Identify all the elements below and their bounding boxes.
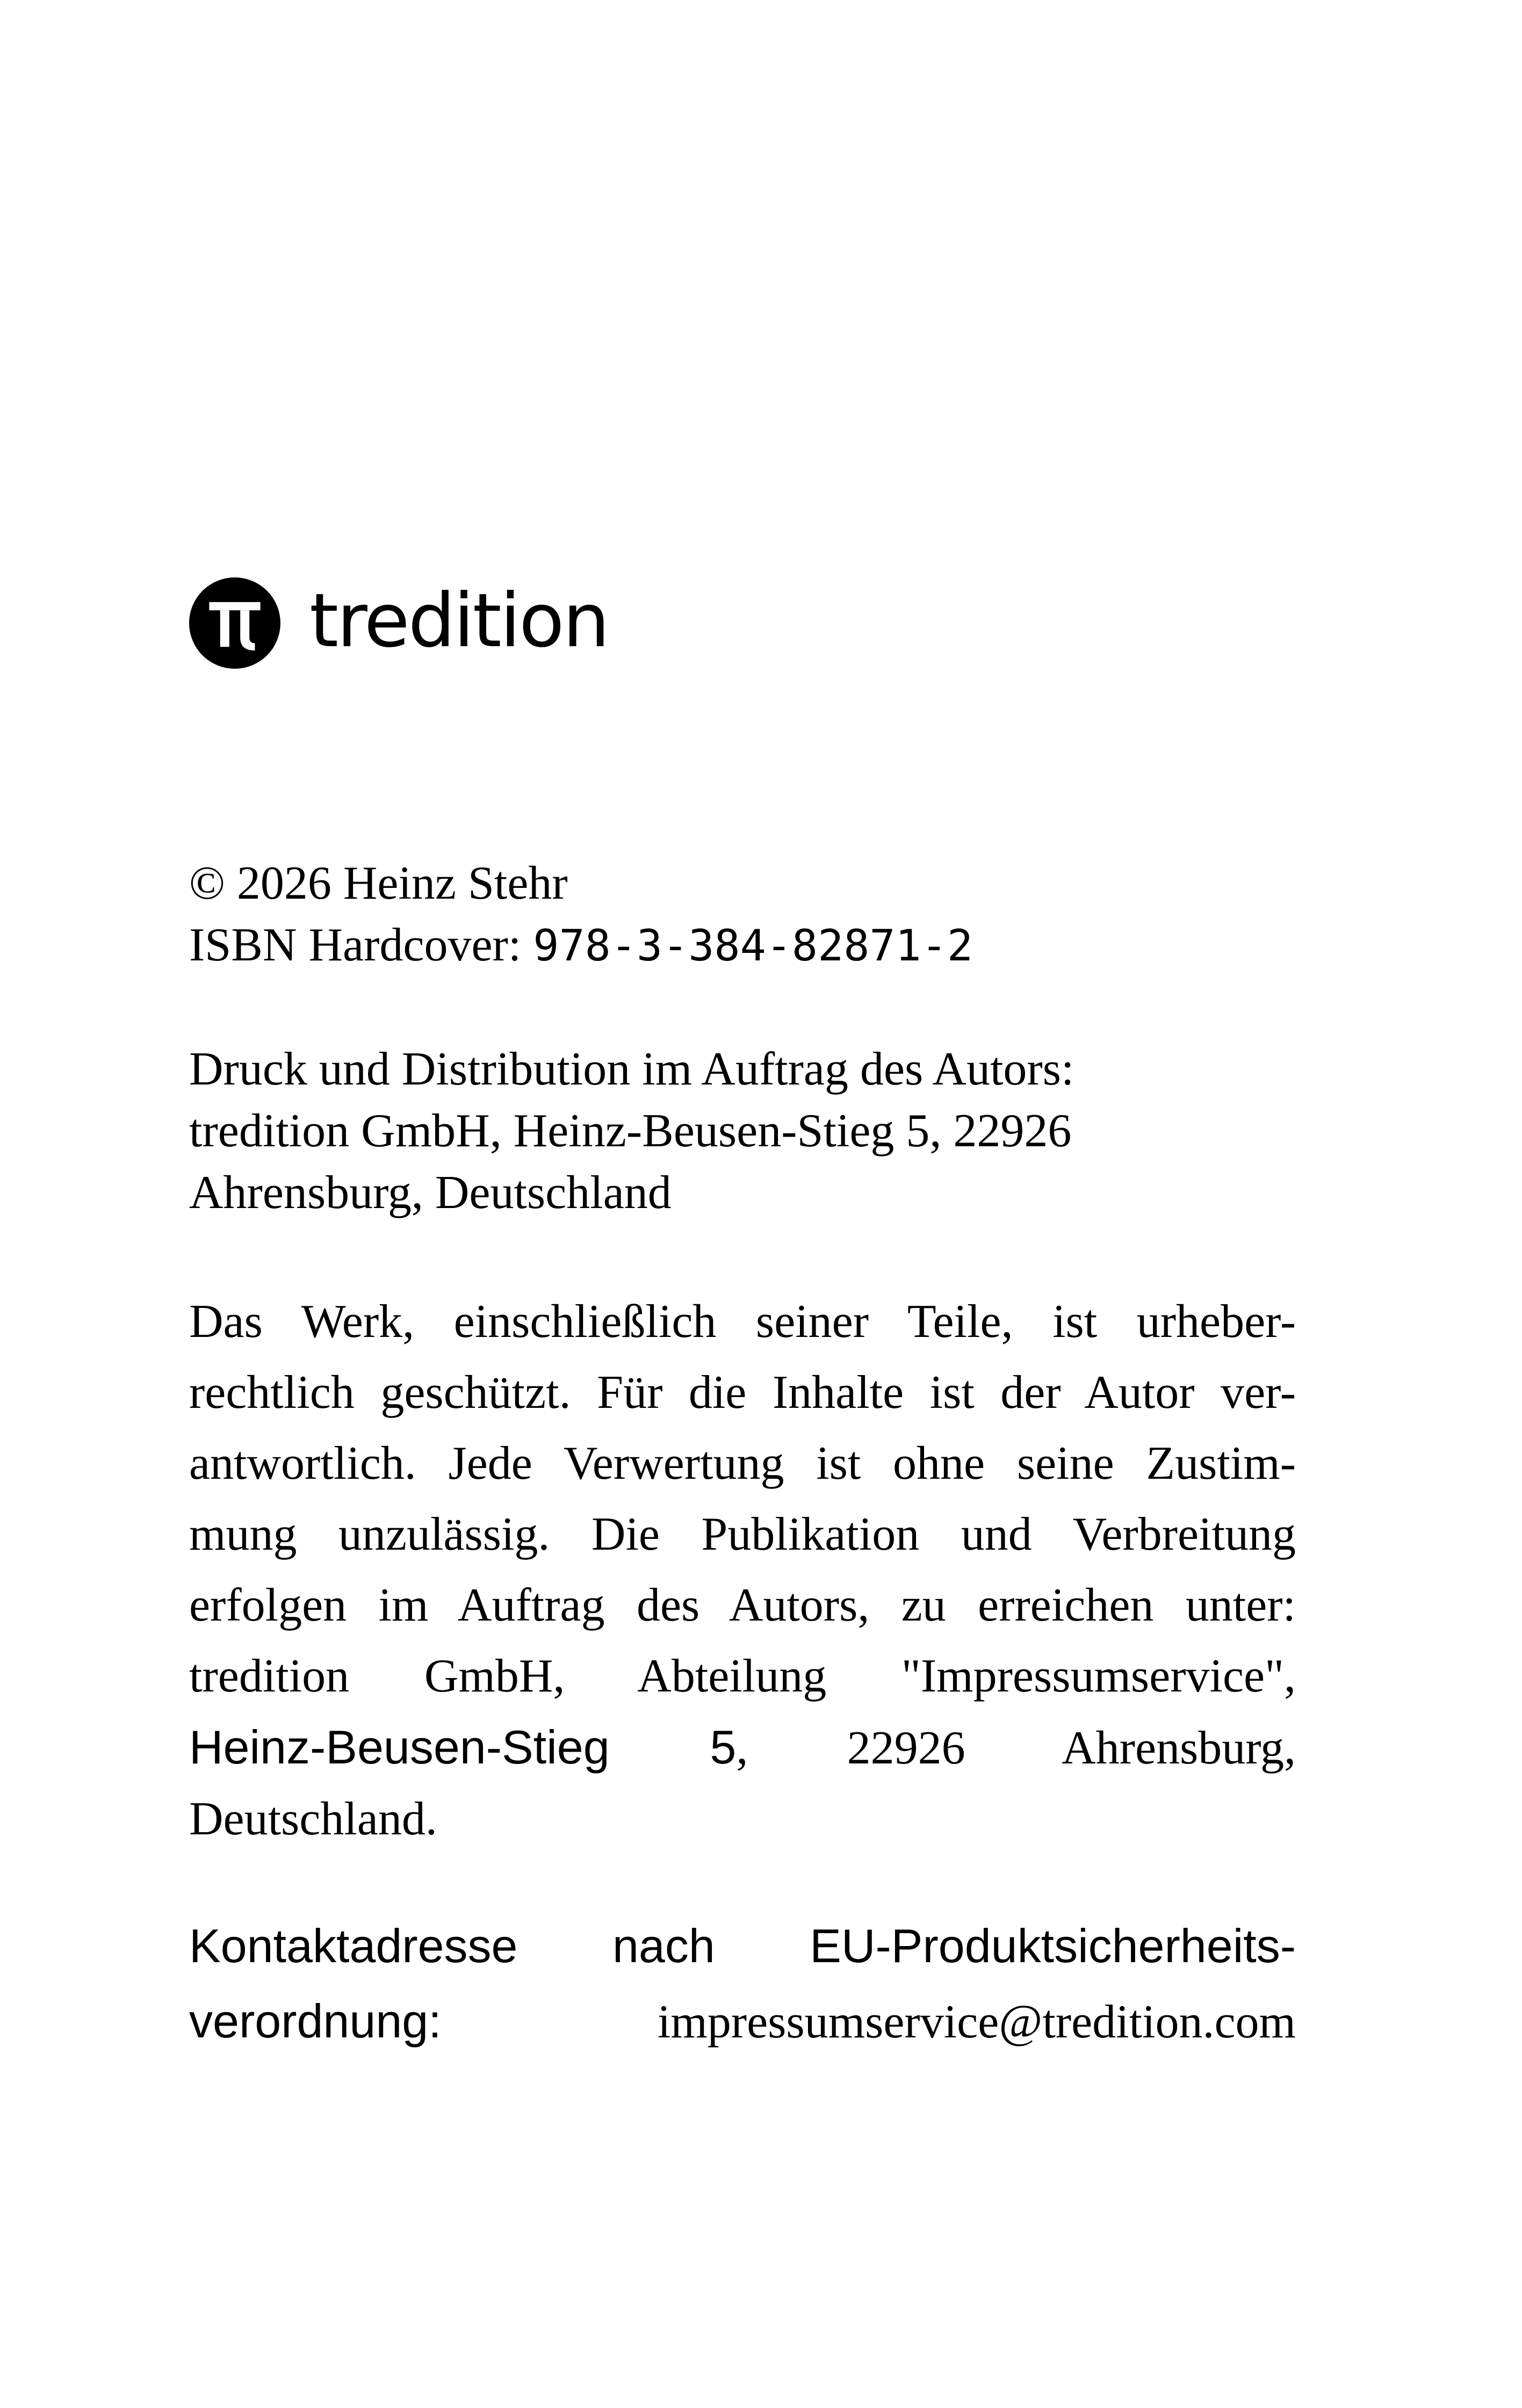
rights-line: Das Werk, einschließlich seiner Teile, ist urheber- [189, 1296, 1296, 1348]
rights-paragraph [189, 1286, 1296, 1855]
contact-line: Kontaktadresse nach EU-Produktsicherheits- [189, 1919, 1296, 1972]
tredition-logo-icon [189, 577, 280, 669]
contact-email: impressumservice@tredition.com [657, 1996, 1296, 2048]
copyright-block [189, 852, 1296, 977]
rights-line: mung unzulässig. Die Publikation und Verbreitung [189, 1508, 1296, 1560]
rights-line: rechtlich geschützt. Für die Inhalte ist der Autor ver- [189, 1366, 1296, 1419]
logo-wordmark: tredition [309, 577, 608, 664]
print-info-line: tredition GmbH, Heinz-Beusen-Stieg 5, 22926 [189, 1105, 1072, 1157]
print-info-block [189, 1038, 1296, 1224]
print-info-line: Ahrensburg, Deutschland [189, 1167, 672, 1219]
publisher-logo [189, 577, 608, 669]
rights-address-street: Heinz-Beusen-Stieg 5 [189, 1720, 737, 1774]
contact-email-line [189, 1984, 1296, 2073]
copyright-line: © 2026 Heinz Stehr [189, 857, 568, 909]
rights-address-line [189, 1712, 1296, 1784]
contact-block [189, 1908, 1296, 2073]
rights-line: Deutschland. [189, 1793, 437, 1845]
rights-line: erfolgen im Auftrag des Autors, zu erreichen unter: [189, 1579, 1296, 1631]
isbn-value: 978-3-384-82871-2 [533, 921, 973, 971]
print-info-line: Druck und Distribution im Auftrag des Autors: [189, 1043, 1074, 1095]
isbn-label: ISBN Hardcover: [189, 919, 522, 971]
isbn-line [189, 914, 1296, 977]
contact-label: verordnung: [189, 1994, 442, 2048]
rights-line: tredition GmbH, Abteilung "Impressumservice", [189, 1650, 1296, 1702]
rights-line: antwortlich. Jede Verwertung ist ohne seine Zustim- [189, 1437, 1296, 1489]
rights-address-city: , 22926 Ahrensburg, [736, 1722, 1296, 1774]
